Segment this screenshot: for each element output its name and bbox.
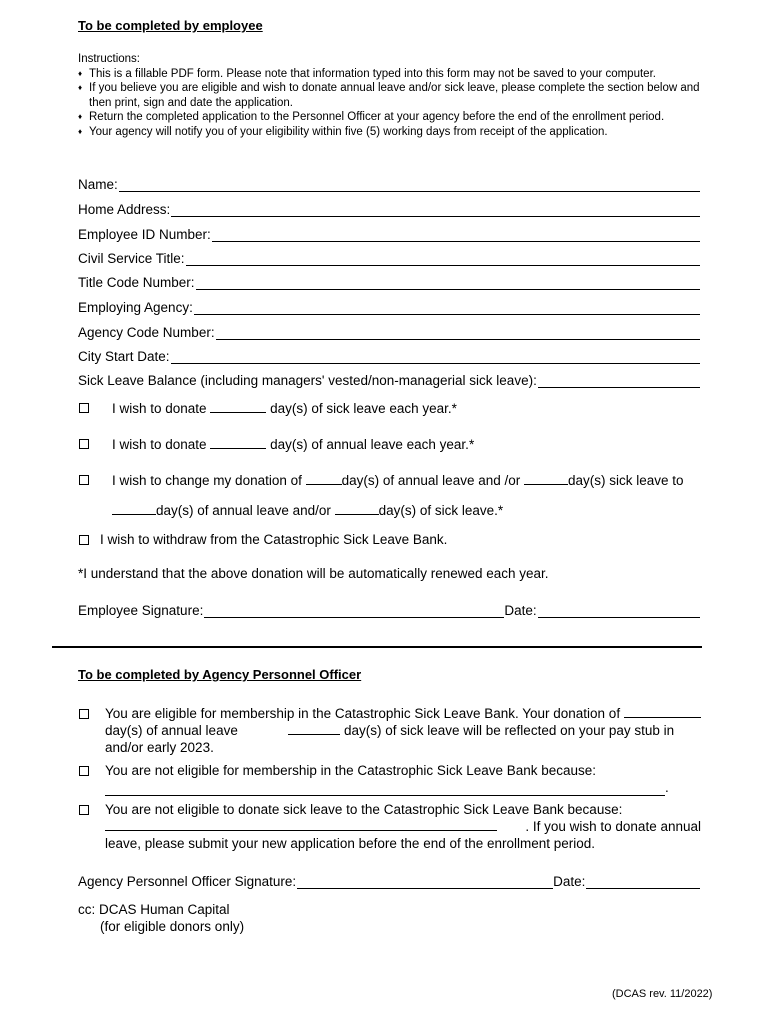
section-divider	[52, 646, 702, 648]
employee-id-field[interactable]	[78, 222, 700, 242]
city-start-date-field[interactable]	[78, 344, 700, 364]
change-donation-text-4: day(s) of annual leave and/or	[156, 503, 335, 518]
employee-section-heading: To be completed by employee	[78, 18, 263, 33]
name-label: Name:	[78, 177, 118, 192]
eligible-statement	[105, 705, 701, 756]
not-member-text: You are not eligible for membership in the Catastrophic Sick Leave Bank because:	[105, 763, 597, 778]
change-donation-text-2: day(s) of annual leave and /or	[341, 473, 524, 488]
officer-date-label: Date:	[553, 874, 586, 889]
withdraw-option: I wish to withdraw from the Catastrophic Sick Leave Bank.	[100, 532, 448, 547]
instruction-item: ♦ Return the completed application to the Personnel Officer at your agency before the end of the enrollment period.	[78, 110, 708, 125]
change-annual-to-blank[interactable]	[112, 502, 156, 515]
instruction-item: ♦ If you believe you are eligible and wish to donate annual leave and/or sick leave, please complete the section below and then print, sign and date the application.	[78, 81, 708, 110]
employee-signature-label: Employee Signature:	[78, 603, 204, 618]
civil-service-title-label: Civil Service Title:	[78, 251, 185, 266]
withdraw-checkbox[interactable]	[79, 535, 89, 545]
donate-annual-days-blank[interactable]	[210, 436, 266, 449]
sick-leave-balance-input-line[interactable]	[538, 373, 700, 388]
officer-signature-line[interactable]	[297, 874, 553, 889]
donate-sick-checkbox[interactable]	[79, 403, 89, 413]
change-donation-option-line2	[112, 502, 503, 518]
change-sick-from-blank[interactable]	[524, 472, 568, 485]
employee-id-label: Employee ID Number:	[78, 227, 211, 242]
change-donation-text-3: day(s) sick leave to	[568, 473, 684, 488]
employee-date-line[interactable]	[538, 603, 700, 618]
employee-id-input-line[interactable]	[212, 227, 700, 242]
officer-signature-label: Agency Personnel Officer Signature:	[78, 874, 297, 889]
eligible-text-2: day(s) of annual leave	[105, 723, 238, 738]
change-annual-from-blank[interactable]	[306, 472, 342, 485]
instructions	[78, 52, 708, 140]
eligible-checkbox[interactable]	[79, 709, 89, 719]
officer-section-heading: To be completed by Agency Personnel Officer	[78, 667, 362, 682]
not-donate-text: You are not eligible to donate sick leave to the Catastrophic Sick Leave Bank because:	[105, 802, 623, 817]
employing-agency-input-line[interactable]	[194, 300, 700, 315]
not-donate-text-2: . If you wish to donate annual	[525, 819, 701, 834]
change-donation-text-5: day(s) of sick leave.*	[378, 503, 504, 518]
cc-line: cc: DCAS Human Capital	[78, 902, 230, 917]
eligible-donation-blank[interactable]	[624, 705, 701, 718]
not-donate-statement	[105, 801, 701, 852]
donate-annual-option	[112, 436, 474, 452]
agency-code-input-line[interactable]	[216, 325, 700, 340]
sick-leave-balance-label: Sick Leave Balance (including managers' vested/non-managerial sick leave):	[78, 373, 537, 388]
eligible-text-3: day(s) of sick leave will be reflected on your pay stub in	[344, 723, 675, 738]
title-code-input-line[interactable]	[196, 275, 700, 290]
officer-date-line[interactable]	[586, 874, 700, 889]
home-address-label: Home Address:	[78, 202, 171, 217]
donate-sick-option	[112, 400, 457, 416]
name-field[interactable]	[78, 172, 700, 192]
change-donation-checkbox[interactable]	[79, 475, 89, 485]
eligible-text-4: and/or early 2023.	[105, 740, 214, 755]
donate-sick-text-end: day(s) of sick leave each year.*	[266, 401, 457, 416]
eligible-text: You are eligible for membership in the Catastrophic Sick Leave Bank. Your donation of	[105, 706, 621, 721]
donate-sick-text: I wish to donate	[112, 401, 211, 416]
title-code-label: Title Code Number:	[78, 275, 195, 290]
not-member-checkbox[interactable]	[79, 766, 89, 776]
renewal-note: *I understand that the above donation will be automatically renewed each year.	[78, 566, 549, 581]
officer-signature-row	[78, 869, 700, 889]
change-donation-text: I wish to change my donation of	[112, 473, 306, 488]
instructions-label: Instructions:	[78, 53, 140, 65]
instruction-item: ♦ This is a fillable PDF form. Please note that information typed into this form may not be saved to your computer.	[78, 67, 708, 82]
not-donate-reason-blank[interactable]	[105, 818, 497, 831]
employee-signature-line[interactable]	[204, 603, 504, 618]
donate-sick-days-blank[interactable]	[210, 400, 266, 413]
sick-leave-balance-field[interactable]	[78, 368, 700, 388]
donate-annual-checkbox[interactable]	[79, 439, 89, 449]
change-sick-to-blank[interactable]	[335, 502, 379, 515]
employing-agency-label: Employing Agency:	[78, 300, 193, 315]
employee-signature-row	[78, 598, 700, 618]
name-input-line[interactable]	[119, 177, 700, 192]
employee-date-label: Date:	[504, 603, 537, 618]
agency-code-label: Agency Code Number:	[78, 325, 215, 340]
civil-service-title-input-line[interactable]	[186, 251, 700, 266]
home-address-input-line[interactable]	[171, 202, 700, 217]
home-address-field[interactable]	[78, 197, 700, 217]
employing-agency-field[interactable]	[78, 295, 700, 315]
not-donate-text-3: leave, please submit your new application before the end of the enrollment period.	[105, 836, 596, 851]
donate-annual-text-end: day(s) of annual leave each year.*	[266, 437, 475, 452]
eligible-sick-days-blank[interactable]	[288, 722, 340, 735]
not-donate-checkbox[interactable]	[79, 805, 89, 815]
title-code-field[interactable]	[78, 270, 700, 290]
agency-code-field[interactable]	[78, 320, 700, 340]
not-member-statement: You are not eligible for membership in the Catastrophic Sick Leave Bank because: .	[105, 762, 701, 796]
not-member-reason-blank[interactable]	[105, 783, 665, 796]
revision-footer: (DCAS rev. 11/2022)	[612, 988, 713, 1000]
donate-annual-text: I wish to donate	[112, 437, 211, 452]
instruction-item: ♦ Your agency will notify you of your eligibility within five (5) working days from receipt of the application.	[78, 125, 708, 140]
civil-service-title-field[interactable]	[78, 246, 700, 266]
city-start-date-label: City Start Date:	[78, 349, 170, 364]
city-start-date-input-line[interactable]	[171, 349, 700, 364]
cc-note: (for eligible donors only)	[100, 919, 245, 934]
change-donation-option	[112, 472, 684, 488]
